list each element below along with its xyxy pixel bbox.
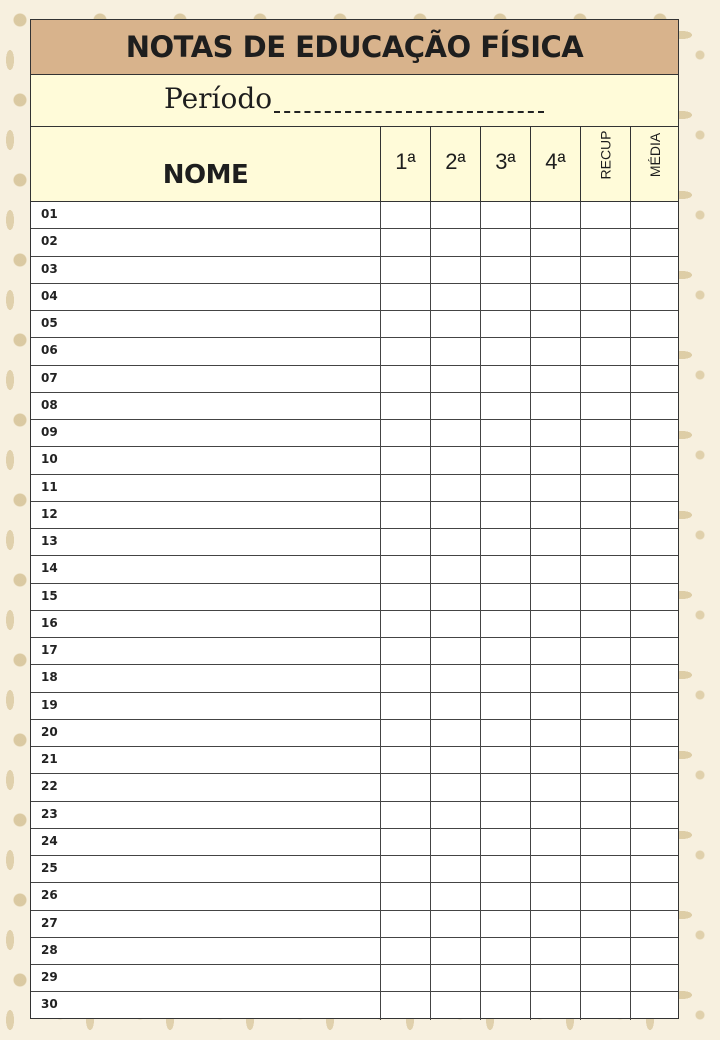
row-number: 03 [41, 261, 58, 276]
grade-cell-recup[interactable] [580, 911, 630, 937]
table-row [31, 229, 678, 256]
grade-cell-bimester-3[interactable] [480, 883, 530, 909]
grade-cell-bimester-1[interactable] [380, 911, 430, 937]
header-recup [580, 127, 630, 202]
grade-cell-bimester-2[interactable] [430, 911, 480, 937]
table-row [31, 420, 678, 447]
grade-cell-bimester-2[interactable] [430, 584, 480, 610]
grade-cell-bimester-4[interactable] [530, 584, 580, 610]
grade-cell-media[interactable] [630, 802, 680, 828]
table-row [31, 720, 678, 747]
grade-cell-bimester-4[interactable] [530, 257, 580, 283]
table-row [31, 529, 678, 556]
header-media [630, 127, 680, 202]
grade-sheet [30, 19, 679, 1019]
grade-cell-media[interactable] [630, 938, 680, 964]
grade-cell-bimester-1[interactable] [380, 856, 430, 882]
grade-cell-bimester-2[interactable] [430, 202, 480, 228]
grade-cell-media[interactable] [630, 883, 680, 909]
table-row [31, 992, 678, 1019]
grade-cell-media[interactable] [630, 911, 680, 937]
grade-cell-recup[interactable] [580, 502, 630, 528]
grade-cell-recup[interactable] [580, 393, 630, 419]
grade-cell-bimester-4[interactable] [530, 556, 580, 582]
grade-cell-bimester-3[interactable] [480, 447, 530, 473]
grade-cell-bimester-1[interactable] [380, 720, 430, 746]
row-number: 25 [41, 861, 58, 875]
name-cell[interactable] [31, 257, 380, 283]
grade-cell-recup[interactable] [580, 965, 630, 991]
grade-cell-bimester-1[interactable] [380, 311, 430, 337]
grade-cell-bimester-2[interactable] [430, 693, 480, 719]
table-row [31, 638, 678, 665]
grade-cell-media[interactable] [630, 420, 680, 446]
grade-cell-bimester-4[interactable] [530, 665, 580, 691]
table-row [31, 447, 678, 474]
grade-cell-bimester-3[interactable] [480, 829, 530, 855]
name-cell[interactable] [31, 202, 380, 228]
grade-cell-bimester-1[interactable] [380, 992, 430, 1019]
grade-cell-bimester-2[interactable] [430, 366, 480, 392]
grade-cell-recup[interactable] [580, 720, 630, 746]
grade-cell-media[interactable] [630, 965, 680, 991]
header-bimester-2: 2ª [430, 127, 480, 202]
grade-cell-bimester-3[interactable] [480, 584, 530, 610]
grade-cell-recup[interactable] [580, 938, 630, 964]
row-number: 07 [41, 370, 58, 385]
grade-cell-bimester-2[interactable] [430, 529, 480, 555]
grade-cell-bimester-1[interactable] [380, 284, 430, 310]
grade-cell-bimester-3[interactable] [480, 338, 530, 364]
grade-cell-bimester-4[interactable] [530, 420, 580, 446]
grade-cell-bimester-1[interactable] [380, 883, 430, 909]
name-cell[interactable] [31, 992, 380, 1019]
table-row [31, 584, 678, 611]
table-row [31, 284, 678, 311]
grade-cell-bimester-3[interactable] [480, 393, 530, 419]
row-number: 26 [41, 888, 58, 903]
grade-cell-bimester-2[interactable] [430, 502, 480, 528]
grade-cell-bimester-1[interactable] [380, 938, 430, 964]
grade-cell-bimester-3[interactable] [480, 366, 530, 392]
row-number: 29 [41, 970, 58, 984]
grade-cell-bimester-2[interactable] [430, 393, 480, 419]
grade-cell-bimester-3[interactable] [480, 556, 530, 582]
grade-cell-bimester-3[interactable] [480, 774, 530, 800]
grade-cell-bimester-4[interactable] [530, 311, 580, 337]
grade-cell-bimester-3[interactable] [480, 665, 530, 691]
grade-cell-recup[interactable] [580, 257, 630, 283]
grade-cell-recup[interactable] [580, 338, 630, 364]
grade-cell-bimester-4[interactable] [530, 720, 580, 746]
grade-cell-bimester-1[interactable] [380, 829, 430, 855]
table-row [31, 665, 678, 692]
grade-cell-recup[interactable] [580, 584, 630, 610]
grade-cell-media[interactable] [630, 502, 680, 528]
name-cell[interactable] [31, 366, 380, 392]
grade-cell-bimester-1[interactable] [380, 257, 430, 283]
header-bimester-4: 4ª [530, 127, 580, 202]
grade-cell-bimester-1[interactable] [380, 611, 430, 637]
name-cell[interactable] [31, 393, 380, 419]
period-label: Período [164, 82, 273, 115]
header-name: NOME [162, 159, 249, 190]
row-number: 18 [41, 670, 58, 685]
name-cell[interactable] [31, 447, 380, 473]
grade-cell-bimester-2[interactable] [430, 475, 480, 501]
grade-cell-bimester-2[interactable] [430, 665, 480, 691]
grade-cell-bimester-2[interactable] [430, 938, 480, 964]
row-number: 13 [41, 534, 58, 548]
grade-cell-media[interactable] [630, 311, 680, 337]
row-number: 15 [41, 588, 58, 603]
grade-cell-bimester-4[interactable] [530, 447, 580, 473]
name-cell[interactable] [31, 338, 380, 364]
grade-cell-recup[interactable] [580, 883, 630, 909]
grade-cell-bimester-3[interactable] [480, 257, 530, 283]
grade-cell-bimester-2[interactable] [430, 229, 480, 255]
table-row [31, 911, 678, 938]
row-number: 22 [41, 779, 58, 794]
grade-cell-bimester-4[interactable] [530, 802, 580, 828]
grade-cell-bimester-1[interactable] [380, 502, 430, 528]
grade-cell-bimester-2[interactable] [430, 965, 480, 991]
grade-cell-recup[interactable] [580, 447, 630, 473]
grade-cell-media[interactable] [630, 475, 680, 501]
row-number: 05 [41, 316, 58, 330]
grade-cell-bimester-4[interactable] [530, 475, 580, 501]
grade-cell-bimester-3[interactable] [480, 720, 530, 746]
table-row [31, 747, 678, 774]
grade-cell-bimester-3[interactable] [480, 802, 530, 828]
row-number: 08 [41, 397, 58, 412]
grade-cell-bimester-3[interactable] [480, 611, 530, 637]
grade-cell-bimester-1[interactable] [380, 338, 430, 364]
table-row [31, 611, 678, 638]
grade-cell-media[interactable] [630, 447, 680, 473]
grade-cell-bimester-3[interactable] [480, 693, 530, 719]
grade-cell-recup[interactable] [580, 747, 630, 773]
grade-cell-recup[interactable] [580, 992, 630, 1019]
grade-cell-bimester-4[interactable] [530, 938, 580, 964]
grade-cell-bimester-2[interactable] [430, 883, 480, 909]
table-row [31, 693, 678, 720]
name-cell[interactable] [31, 856, 380, 882]
grade-cell-media[interactable] [630, 284, 680, 310]
grade-cell-bimester-4[interactable] [530, 229, 580, 255]
grade-cell-recup[interactable] [580, 611, 630, 637]
grade-cell-recup[interactable] [580, 856, 630, 882]
grade-cell-media[interactable] [630, 747, 680, 773]
grade-cell-bimester-4[interactable] [530, 829, 580, 855]
table-header [31, 127, 678, 202]
name-cell[interactable] [31, 584, 380, 610]
grade-cell-bimester-1[interactable] [380, 529, 430, 555]
grade-cell-bimester-2[interactable] [430, 992, 480, 1019]
grade-cell-bimester-1[interactable] [380, 202, 430, 228]
grade-cell-bimester-4[interactable] [530, 965, 580, 991]
grade-cell-bimester-4[interactable] [530, 747, 580, 773]
name-cell[interactable] [31, 774, 380, 800]
table-row [31, 393, 678, 420]
grade-cell-media[interactable] [630, 202, 680, 228]
grade-cell-bimester-4[interactable] [530, 529, 580, 555]
name-cell[interactable] [31, 883, 380, 909]
grade-cell-recup[interactable] [580, 311, 630, 337]
row-number: 02 [41, 234, 58, 249]
table-row [31, 502, 678, 529]
grade-cell-recup[interactable] [580, 829, 630, 855]
table-row [31, 938, 678, 965]
row-number: 11 [41, 479, 58, 494]
row-number: 12 [41, 506, 58, 521]
grade-cell-bimester-2[interactable] [430, 420, 480, 446]
name-cell[interactable] [31, 747, 380, 773]
grade-cell-media[interactable] [630, 529, 680, 555]
grade-cell-bimester-2[interactable] [430, 311, 480, 337]
grade-cell-bimester-2[interactable] [430, 802, 480, 828]
grade-cell-bimester-3[interactable] [480, 475, 530, 501]
grade-cell-recup[interactable] [580, 475, 630, 501]
name-cell[interactable] [31, 638, 380, 664]
table-row [31, 202, 678, 229]
name-cell[interactable] [31, 502, 380, 528]
table-row [31, 829, 678, 856]
row-number: 09 [41, 425, 58, 439]
grade-cell-bimester-4[interactable] [530, 883, 580, 909]
grade-cell-bimester-2[interactable] [430, 257, 480, 283]
grade-cell-bimester-2[interactable] [430, 747, 480, 773]
grade-cell-bimester-2[interactable] [430, 556, 480, 582]
grade-cell-bimester-1[interactable] [380, 774, 430, 800]
grade-cell-recup[interactable] [580, 774, 630, 800]
grade-cell-recup[interactable] [580, 229, 630, 255]
grade-cell-bimester-1[interactable] [380, 556, 430, 582]
grade-cell-bimester-4[interactable] [530, 992, 580, 1019]
table-row [31, 475, 678, 502]
grade-cell-media[interactable] [630, 584, 680, 610]
table-row [31, 366, 678, 393]
name-cell[interactable] [31, 720, 380, 746]
row-number: 14 [41, 561, 58, 576]
row-number: 01 [41, 207, 58, 221]
grade-cell-bimester-1[interactable] [380, 747, 430, 773]
table-row [31, 257, 678, 284]
grade-cell-bimester-3[interactable] [480, 992, 530, 1019]
grade-cell-bimester-1[interactable] [380, 366, 430, 392]
name-cell[interactable] [31, 938, 380, 964]
name-cell[interactable] [31, 475, 380, 501]
name-cell[interactable] [31, 911, 380, 937]
grade-cell-bimester-3[interactable] [480, 856, 530, 882]
grade-cell-bimester-3[interactable] [480, 911, 530, 937]
grade-cell-bimester-1[interactable] [380, 584, 430, 610]
grade-cell-bimester-2[interactable] [430, 284, 480, 310]
table-row [31, 965, 678, 992]
name-cell[interactable] [31, 611, 380, 637]
grade-cell-recup[interactable] [580, 802, 630, 828]
grade-cell-bimester-1[interactable] [380, 665, 430, 691]
row-number: 17 [41, 643, 58, 657]
grade-cell-media[interactable] [630, 556, 680, 582]
grade-cell-recup[interactable] [580, 693, 630, 719]
grade-cell-bimester-1[interactable] [380, 447, 430, 473]
grade-cell-bimester-2[interactable] [430, 611, 480, 637]
grade-cell-recup[interactable] [580, 556, 630, 582]
grade-cell-bimester-3[interactable] [480, 229, 530, 255]
grade-cell-media[interactable] [630, 229, 680, 255]
name-cell[interactable] [31, 802, 380, 828]
grade-cell-bimester-1[interactable] [380, 965, 430, 991]
grade-cell-bimester-2[interactable] [430, 338, 480, 364]
grade-cell-bimester-3[interactable] [480, 420, 530, 446]
grade-cell-media[interactable] [630, 720, 680, 746]
grade-cell-bimester-1[interactable] [380, 802, 430, 828]
grade-cell-bimester-1[interactable] [380, 693, 430, 719]
grade-cell-media[interactable] [630, 856, 680, 882]
row-number: 06 [41, 343, 58, 358]
row-number: 20 [41, 724, 58, 739]
name-cell[interactable] [31, 829, 380, 855]
name-cell[interactable] [31, 529, 380, 555]
row-number: 28 [41, 942, 58, 957]
grade-cell-media[interactable] [630, 611, 680, 637]
grade-cell-bimester-3[interactable] [480, 284, 530, 310]
grade-cell-bimester-2[interactable] [430, 856, 480, 882]
grade-cell-bimester-1[interactable] [380, 420, 430, 446]
grade-cell-bimester-2[interactable] [430, 447, 480, 473]
grade-cell-bimester-3[interactable] [480, 938, 530, 964]
grade-cell-bimester-1[interactable] [380, 229, 430, 255]
grade-cell-bimester-4[interactable] [530, 338, 580, 364]
table-row [31, 883, 678, 910]
name-cell[interactable] [31, 665, 380, 691]
period-field[interactable] [274, 111, 544, 113]
row-number: 27 [41, 915, 58, 930]
grade-cell-media[interactable] [630, 693, 680, 719]
row-number: 24 [41, 833, 58, 848]
grade-cell-media[interactable] [630, 829, 680, 855]
grade-cell-media[interactable] [630, 366, 680, 392]
name-cell[interactable] [31, 229, 380, 255]
grade-cell-recup[interactable] [580, 284, 630, 310]
grade-cell-media[interactable] [630, 393, 680, 419]
name-cell[interactable] [31, 311, 380, 337]
grade-cell-media[interactable] [630, 774, 680, 800]
header-recup-label: RECUP [597, 129, 614, 180]
grade-cell-bimester-4[interactable] [530, 284, 580, 310]
title-bar [31, 20, 678, 75]
grade-cell-media[interactable] [630, 257, 680, 283]
grade-cell-bimester-3[interactable] [480, 965, 530, 991]
grade-cell-bimester-2[interactable] [430, 720, 480, 746]
row-number: 21 [41, 752, 58, 766]
grade-cell-bimester-4[interactable] [530, 393, 580, 419]
grade-cell-media[interactable] [630, 992, 680, 1019]
grade-cell-bimester-4[interactable] [530, 502, 580, 528]
grade-cell-bimester-4[interactable] [530, 856, 580, 882]
row-number: 10 [41, 452, 58, 467]
grade-cell-bimester-4[interactable] [530, 366, 580, 392]
row-number: 23 [41, 806, 58, 821]
row-number: 30 [41, 997, 58, 1012]
grade-cell-bimester-4[interactable] [530, 638, 580, 664]
row-number: 19 [41, 697, 58, 712]
grade-cell-recup[interactable] [580, 638, 630, 664]
name-cell[interactable] [31, 965, 380, 991]
grade-cell-recup[interactable] [580, 665, 630, 691]
grade-cell-bimester-4[interactable] [530, 693, 580, 719]
grade-cell-bimester-4[interactable] [530, 774, 580, 800]
grade-cell-recup[interactable] [580, 529, 630, 555]
grade-cell-recup[interactable] [580, 420, 630, 446]
grade-cell-bimester-2[interactable] [430, 774, 480, 800]
grade-cell-bimester-1[interactable] [380, 638, 430, 664]
grade-cell-bimester-4[interactable] [530, 202, 580, 228]
grade-cell-bimester-3[interactable] [480, 638, 530, 664]
row-number: 04 [41, 288, 58, 303]
table-body [31, 202, 678, 1020]
grade-cell-bimester-3[interactable] [480, 502, 530, 528]
name-cell[interactable] [31, 420, 380, 446]
grade-cell-bimester-3[interactable] [480, 529, 530, 555]
row-number: 16 [41, 615, 58, 630]
table-row [31, 338, 678, 365]
table-row [31, 311, 678, 338]
grade-cell-bimester-3[interactable] [480, 202, 530, 228]
grade-cell-bimester-2[interactable] [430, 829, 480, 855]
grade-cell-bimester-3[interactable] [480, 311, 530, 337]
name-cell[interactable] [31, 693, 380, 719]
grade-cell-media[interactable] [630, 665, 680, 691]
grade-cell-bimester-2[interactable] [430, 638, 480, 664]
grade-cell-recup[interactable] [580, 202, 630, 228]
name-cell[interactable] [31, 556, 380, 582]
table-row [31, 556, 678, 583]
table-row [31, 856, 678, 883]
sheet-title: NOTAS DE EDUCAÇÃO FÍSICA [125, 30, 584, 64]
grade-cell-media[interactable] [630, 638, 680, 664]
grade-cell-bimester-4[interactable] [530, 911, 580, 937]
grade-cell-bimester-1[interactable] [380, 475, 430, 501]
header-bimester-1: 1ª [380, 127, 430, 202]
header-media-label: MÉDIA [647, 132, 664, 177]
grade-cell-bimester-4[interactable] [530, 611, 580, 637]
grade-cell-recup[interactable] [580, 366, 630, 392]
header-bimester-3: 3ª [480, 127, 530, 202]
grade-cell-bimester-3[interactable] [480, 747, 530, 773]
grade-cell-bimester-1[interactable] [380, 393, 430, 419]
grade-cell-media[interactable] [630, 338, 680, 364]
table-row [31, 802, 678, 829]
table-row [31, 774, 678, 801]
name-cell[interactable] [31, 284, 380, 310]
